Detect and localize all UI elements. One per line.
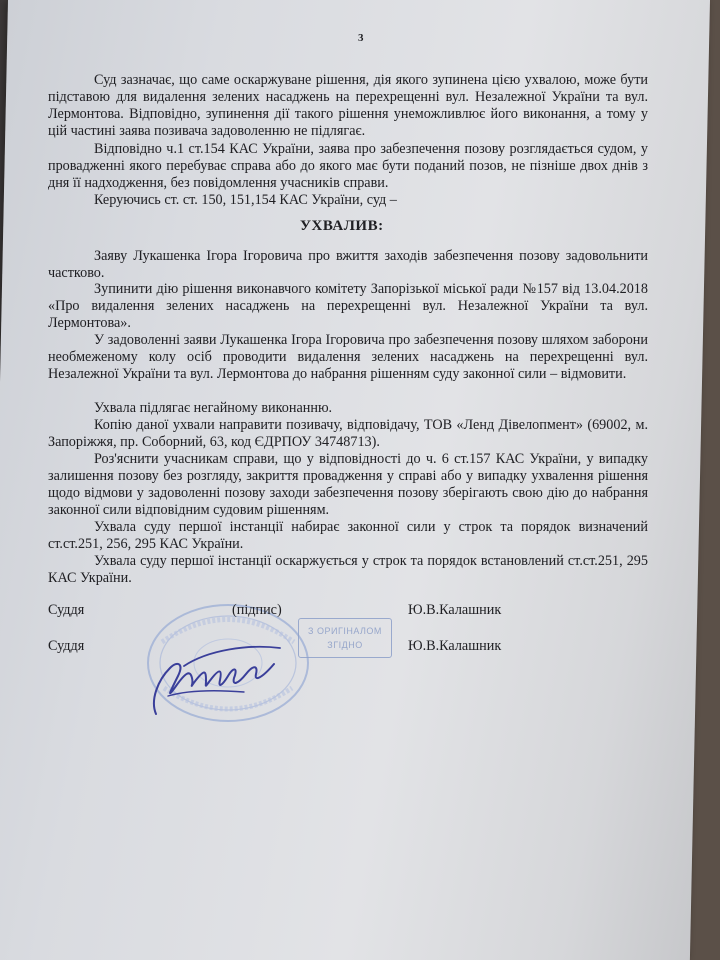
decision-heading: УХВАЛИВ:	[300, 218, 384, 234]
decision-item-8: Ухвала суду першої інстанції оскаржується у строк та порядок встановлений ст.ст.251, 295 КАС України.	[48, 553, 648, 586]
decision-item-7: Ухвала суду першої інстанції набирає законної сили у строк та порядок визначений ст.ст.251, 256, 295 КАС України.	[48, 519, 648, 552]
copy-stamp-line2: ЗГІДНО	[327, 640, 363, 650]
paragraph-guided-by: Керуючись ст. ст. 150, 151,154 КАС України, суд –	[94, 192, 397, 208]
decision-item-3: У задоволенні заяви Лукашенка Ігора Ігоровича про забезпечення позову шляхом заборони необмеженому колу осіб проводити видалення зелених насаджень на перехрещенні вул. Незалежної України та вул. Лермонтова до набрання рішенням суду законної сили – відмовити.	[48, 332, 648, 382]
judge-name-1: Ю.В.Калашник	[408, 602, 502, 618]
signature-label-2: Суддя	[48, 638, 85, 654]
decision-item-4: Ухвала підлягає негайному виконанню.	[94, 400, 333, 416]
page-number: 3	[358, 32, 364, 44]
copy-conforms-stamp	[298, 618, 392, 658]
paragraph-grounds: Суд зазначає, що саме оскаржуване рішення, дія якого зупинена цією ухвалою, може бути підставою для видалення зелених насаджень на перехрещенні вул. Незалежної України та вул. Лермонтова. Відповідно, зупинення дії такого рішення унеможливлює його виконання, а тому у цій частині заява позивача задоволенню не підлягає.	[48, 72, 648, 139]
decision-item-6: Роз'яснити учасникам справи, що у відповідності до ч. 6 ст.157 КАС України, у випадку залишення позову без розгляду, закриття провадження у справі або у випадку ухвалення рішення щодо відмови у задоволенні позову заходи забезпечення позову зберігають свою дію до набрання законної сили відповідним судовим рішенням.	[48, 451, 648, 518]
decision-item-5: Копію даної ухвали направити позивачу, відповідачу, ТОВ «Ленд Дівелопмент» (69002, м. Запоріжжя, пр. Соборний, 63, код ЄДРПОУ 34748713).	[48, 417, 648, 450]
signature-note: (підпис)	[232, 602, 282, 618]
decision-item-1: Заяву Лукашенка Ігора Ігоровича про вжиття заходів забезпечення позову задовольнити частково.	[48, 248, 648, 281]
judge-name-2: Ю.В.Калашник	[408, 638, 502, 654]
decision-item-2: Зупинити дію рішення виконавчого комітету Запорізької міської ради №157 від 13.04.2018 «Про видалення зелених насаджень на перехрещенні вул. Незалежної України та вул. Лермонтова».	[48, 281, 648, 331]
paragraph-legal-basis: Відповідно ч.1 ст.154 КАС України, заява про забезпечення позову розглядається судом, у провадженні якого перебуває справа або до якого має бути поданий позов, не пізніше двох днів з дня її надходження, без повідомлення учасників справи.	[48, 141, 648, 191]
judge-signature	[148, 630, 288, 720]
signature-label-1: Суддя	[48, 602, 85, 618]
copy-stamp-line1: З ОРИГІНАЛОМ	[308, 626, 382, 636]
